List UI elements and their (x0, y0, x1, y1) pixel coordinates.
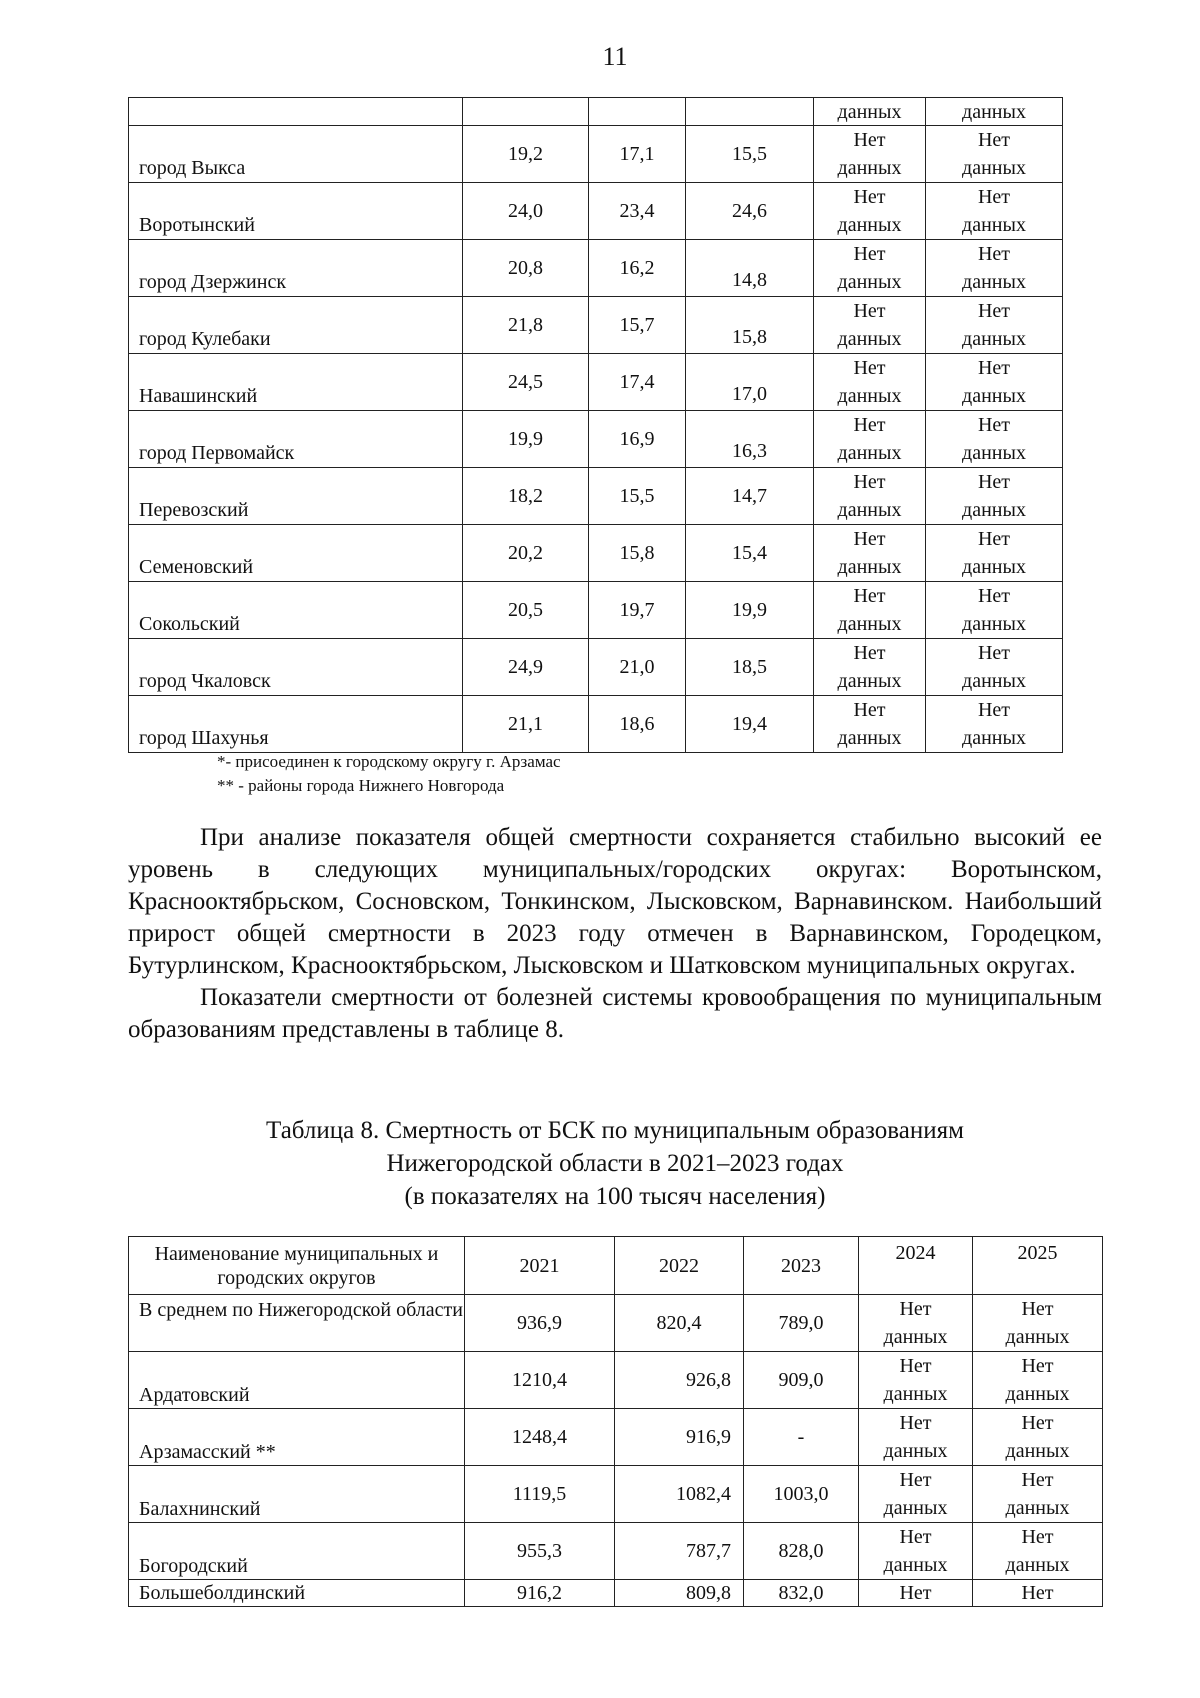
value-2023: 14,7 (686, 468, 814, 525)
value-2021: 18,2 (463, 468, 589, 525)
value-2024: Нет данных (859, 1352, 973, 1409)
value-2025: Нет данных (973, 1523, 1103, 1580)
table-row (129, 354, 1063, 411)
table-row (129, 411, 1063, 468)
value-2022: 16,9 (589, 411, 686, 468)
value-2021: 936,9 (465, 1295, 615, 1352)
value-2023: 14,8 (686, 240, 814, 297)
value-2023: 828,0 (744, 1523, 859, 1580)
value-2023: 15,5 (686, 126, 814, 183)
name: город Первомайск (129, 411, 463, 468)
table-row (129, 1523, 1103, 1580)
value-2022: 809,8 (615, 1580, 744, 1607)
value-2025: Нет данных (926, 582, 1063, 639)
name: Сокольский (129, 582, 463, 639)
value-2024: Нет данных (859, 1523, 973, 1580)
value-2023: 17,0 (686, 354, 814, 411)
table-caption (128, 1114, 1102, 1213)
table-row (129, 582, 1063, 639)
value-2024: Нет данных (814, 183, 926, 240)
header-year: 2024 (859, 1237, 973, 1295)
value-2023: 16,3 (686, 411, 814, 468)
table-row (129, 1409, 1103, 1466)
value-2024: Нет данных (814, 126, 926, 183)
value-2024: Нет данных (814, 240, 926, 297)
value-2024: Нет (859, 1580, 973, 1607)
name: Богородский (129, 1523, 465, 1580)
value-2025: Нет данных (926, 126, 1063, 183)
value-2021: 916,2 (465, 1580, 615, 1607)
value-2024: Нет данных (859, 1466, 973, 1523)
mortality-table-continued (128, 97, 1063, 753)
name: Балахнинский (129, 1466, 465, 1523)
value-2021: 20,2 (463, 525, 589, 582)
value-2024: Нет данных (814, 354, 926, 411)
value-2023: 19,9 (686, 582, 814, 639)
name: Ардатовский (129, 1352, 465, 1409)
name: Перевозский (129, 468, 463, 525)
value-2021: 21,8 (463, 297, 589, 354)
name: город Выкса (129, 126, 463, 183)
value-2023: 1003,0 (744, 1466, 859, 1523)
value-2025: Нет данных (926, 468, 1063, 525)
value-2021: 21,1 (463, 696, 589, 753)
name: Воротынский (129, 183, 463, 240)
value-2021: 24,0 (463, 183, 589, 240)
value-2022: 15,8 (589, 525, 686, 582)
value-2023: 909,0 (744, 1352, 859, 1409)
table-row (129, 1295, 1103, 1352)
value-2021: 1248,4 (465, 1409, 615, 1466)
header-year: 2022 (615, 1237, 744, 1295)
footnote: ** - районы города Нижнего Новгорода (217, 776, 505, 795)
value-2024: Нет данных (814, 468, 926, 525)
value-2025: Нет данных (926, 696, 1063, 753)
value-2023: 15,4 (686, 525, 814, 582)
value-2025: Нет данных (926, 240, 1063, 297)
bsk-mortality-table (128, 1236, 1103, 1607)
value-2022: 916,9 (615, 1409, 744, 1466)
value-2022: 23,4 (589, 183, 686, 240)
value-2025: Нет данных (973, 1295, 1103, 1352)
value-2023: 832,0 (744, 1580, 859, 1607)
table-row (129, 1352, 1103, 1409)
value-2023: - (744, 1409, 859, 1466)
name: Семеновский (129, 525, 463, 582)
name: город Кулебаки (129, 297, 463, 354)
caption-line: (в показателях на 100 тысяч населения) (404, 1183, 826, 1210)
value-2025: Нет данных (926, 411, 1063, 468)
name: город Чкаловск (129, 639, 463, 696)
value-2023: 789,0 (744, 1295, 859, 1352)
value-2021: 20,8 (463, 240, 589, 297)
value-2022: 17,1 (589, 126, 686, 183)
value-2021: 1119,5 (465, 1466, 615, 1523)
table-row (129, 98, 1063, 126)
value-2021: 19,9 (463, 411, 589, 468)
value-2024: Нет данных (814, 411, 926, 468)
value-2021: 19,2 (463, 126, 589, 183)
value-2025: Нет данных (926, 183, 1063, 240)
table-row (129, 468, 1063, 525)
table-cell: данных (926, 98, 1063, 126)
value-2025: Нет данных (973, 1466, 1103, 1523)
value-2021: 20,5 (463, 582, 589, 639)
value-2021: 955,3 (465, 1523, 615, 1580)
page-number: 11 (602, 42, 628, 71)
table-row (129, 1580, 1103, 1607)
value-2022: 17,4 (589, 354, 686, 411)
header-year: 2023 (744, 1237, 859, 1295)
value-2022: 926,8 (615, 1352, 744, 1409)
value-2022: 820,4 (615, 1295, 744, 1352)
name: город Шахунья (129, 696, 463, 753)
value-2024: Нет данных (814, 696, 926, 753)
caption-line: Нижегородской области в 2021–2023 годах (386, 1150, 844, 1177)
value-2022: 21,0 (589, 639, 686, 696)
name: Навашинский (129, 354, 463, 411)
value-2025: Нет данных (926, 354, 1063, 411)
value-2023: 19,4 (686, 696, 814, 753)
value-2023: 15,8 (686, 297, 814, 354)
header-year: 2021 (465, 1237, 615, 1295)
table-row (129, 696, 1063, 753)
paragraph: Показатели смертности от болезней системы кровообращения по муниципальным образованиям представлены в таблице 8. (128, 984, 1102, 1043)
body-text (128, 822, 1102, 1046)
name: город Дзержинск (129, 240, 463, 297)
header-name: Наименование муниципальных и городских округов (129, 1237, 465, 1295)
name: В среднем по Нижегородской области (129, 1295, 465, 1352)
value-2024: Нет данных (814, 639, 926, 696)
value-2021: 1210,4 (465, 1352, 615, 1409)
value-2022: 16,2 (589, 240, 686, 297)
value-2022: 1082,4 (615, 1466, 744, 1523)
value-2025: Нет данных (926, 639, 1063, 696)
header-year: 2025 (973, 1237, 1103, 1295)
value-2022: 787,7 (615, 1523, 744, 1580)
value-2022: 18,6 (589, 696, 686, 753)
value-2025: Нет данных (973, 1352, 1103, 1409)
value-2025: Нет данных (973, 1409, 1103, 1466)
value-2025: Нет данных (926, 525, 1063, 582)
table-row (129, 297, 1063, 354)
table-row (129, 240, 1063, 297)
table-row (129, 525, 1063, 582)
name: Арзамасский ** (129, 1409, 465, 1466)
value-2024: Нет данных (814, 582, 926, 639)
table-cell: данных (814, 98, 926, 126)
value-2024: Нет данных (814, 297, 926, 354)
table-header-row (129, 1237, 1103, 1295)
paragraph: При анализе показателя общей смертности сохраняется стабильно высокий ее уровень в следующих муниципальных/городских округах: Воротынском, Краснооктябрьском, Сосновском, Тонкинском, Лысковском, Варнавинском. Наибольший прирост общей смертности в 2023 году отмечен в Варнавинском, Городецком, Бутурлинском, Краснооктябрьском, Лысковском и Шатковском муниципальных округах. (128, 824, 1102, 979)
caption-line: Таблица 8. Смертность от БСК по муниципальным образованиям (266, 1117, 964, 1144)
value-2023: 18,5 (686, 639, 814, 696)
name: Большеболдинский (129, 1580, 465, 1607)
value-2022: 19,7 (589, 582, 686, 639)
value-2024: Нет данных (859, 1409, 973, 1466)
value-2025: Нет (973, 1580, 1103, 1607)
table-row (129, 1466, 1103, 1523)
value-2025: Нет данных (926, 297, 1063, 354)
table-row (129, 126, 1063, 183)
value-2021: 24,9 (463, 639, 589, 696)
value-2021: 24,5 (463, 354, 589, 411)
value-2022: 15,5 (589, 468, 686, 525)
value-2024: Нет данных (859, 1295, 973, 1352)
value-2024: Нет данных (814, 525, 926, 582)
footnote: *- присоединен к городскому округу г. Арзамас (217, 752, 561, 771)
table-row (129, 183, 1063, 240)
value-2022: 15,7 (589, 297, 686, 354)
table-row (129, 639, 1063, 696)
value-2023: 24,6 (686, 183, 814, 240)
